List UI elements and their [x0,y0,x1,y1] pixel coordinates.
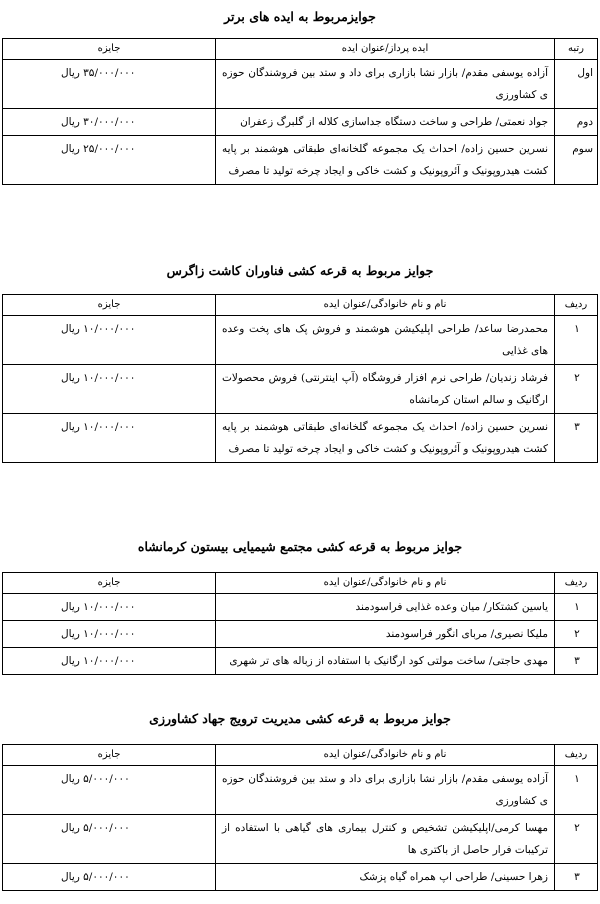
table-row [3,60,598,109]
header-prize: جایزه [3,295,216,316]
table-row [3,316,598,365]
awards-table [2,38,598,185]
rank-cell: دوم [555,109,598,136]
section-title: جوایز مربوط به قرعه کشی مجتمع شیمیایی بیستون کرمانشاه [137,539,463,554]
section-top-ideas [2,6,598,185]
rank-cell: ۳ [555,648,598,675]
prize-cell [3,136,216,185]
idea-cell: آزاده یوسفی مقدم/ بازار نشا بازاری برای داد و ستد بین فروشندگان حوزه ی کشاورزی [216,766,555,815]
rank-cell: سوم [555,136,598,185]
prize-value: ۱۰/۰۰۰/۰۰۰ ریال [61,372,136,384]
table-row [3,621,598,648]
prize-cell [3,60,216,109]
rank-cell: ۳ [555,414,598,463]
header-rank: ردیف [555,295,598,316]
rank-cell: ۱ [555,594,598,621]
rank-cell: ۲ [555,815,598,864]
table-row [3,109,598,136]
header-idea: ایده پرداز/عنوان ایده [216,39,555,60]
header-idea: نام و نام خانوادگی/عنوان ایده [216,745,555,766]
prize-value: ۱۰/۰۰۰/۰۰۰ ریال [61,601,136,613]
rank-cell: ۳ [555,864,598,891]
awards-table [2,572,598,675]
table-row [3,864,598,891]
section-title: جوایزمربوط به ایده های برتر [224,9,376,24]
table-row [3,766,598,815]
prize-value: ۵/۰۰۰/۰۰۰ ریال [61,822,130,834]
header-idea: نام و نام خانوادگی/عنوان ایده [216,573,555,594]
idea-cell: یاسین کشتکار/ میان وعده غذایی فراسودمند [216,594,555,621]
idea-cell: محمدرضا ساعد/ طراحی اپلیکیشن هوشمند و فروش پک های پخت وعده های غذایی [216,316,555,365]
idea-cell: فرشاد زندیان/ طراحی نرم افزار فروشگاه (آپ اینترنتی) فروش محصولات ارگانیک و سالم استان کرمانشاه [216,365,555,414]
prize-value: ۳۵/۰۰۰/۰۰۰ ریال [61,67,136,79]
idea-cell: مهدی حاجتی/ ساخت مولتی کود ارگانیک با استفاده از زباله های تر شهری [216,648,555,675]
awards-table [2,744,598,891]
prize-value: ۳۰/۰۰۰/۰۰۰ ریال [61,116,136,128]
table-row [3,594,598,621]
prize-cell [3,815,216,864]
table-header-row [3,39,598,60]
header-rank: ردیف [555,745,598,766]
prize-value: ۵/۰۰۰/۰۰۰ ریال [61,773,130,785]
prize-cell [3,316,216,365]
table-row [3,365,598,414]
rank-cell: اول [555,60,598,109]
awards-table [2,294,598,463]
idea-cell: نسرین حسین زاده/ احداث یک مجموعه گلخانه‌ای طبقاتی هوشمند بر پایه کشت هیدروپونیک و آئروپونیک و کشت خاکی و ایجاد چرخه تولید تا مصرف [216,414,555,463]
prize-cell [3,766,216,815]
prize-value: ۱۰/۰۰۰/۰۰۰ ریال [61,628,136,640]
table-row [3,815,598,864]
table-row [3,648,598,675]
rank-cell: ۱ [555,766,598,815]
prize-cell [3,621,216,648]
table-row [3,136,598,185]
header-rank: ردیف [555,573,598,594]
prize-cell [3,648,216,675]
rank-cell: ۲ [555,365,598,414]
header-rank: رتبه [555,39,598,60]
prize-cell [3,109,216,136]
prize-value: ۱۰/۰۰۰/۰۰۰ ریال [61,421,136,433]
section-zagros-lottery [2,260,598,463]
idea-cell: آزاده یوسفی مقدم/ بازار نشا بازاری برای داد و ستد بین فروشندگان حوزه ی کشاورزی [216,60,555,109]
rank-cell: ۲ [555,621,598,648]
header-prize: جایزه [3,573,216,594]
idea-cell: مهسا کرمی/اپلیکیشن تشخیص و کنترل بیماری های گیاهی با استفاده از ترکیبات فرار حاصل از باکتری ها [216,815,555,864]
prize-cell [3,864,216,891]
prize-value: ۲۵/۰۰۰/۰۰۰ ریال [61,143,136,155]
section-jihad-lottery [2,708,598,891]
prize-cell [3,365,216,414]
idea-cell: ملیکا نصیری/ مربای انگور فراسودمند [216,621,555,648]
table-header-row [3,573,598,594]
section-title: جوایز مربوط به قرعه کشی فناوران کاشت زاگرس [166,263,434,278]
prize-value: ۱۰/۰۰۰/۰۰۰ ریال [61,655,136,667]
rank-cell: ۱ [555,316,598,365]
table-row [3,414,598,463]
table-header-row [3,745,598,766]
idea-cell: زهرا حسینی/ طراحی اپ همراه گیاه پزشک [216,864,555,891]
header-idea: نام و نام خانوادگی/عنوان ایده [216,295,555,316]
header-prize: جایزه [3,39,216,60]
section-bisotoun-lottery [2,536,598,675]
idea-cell: نسرین حسین زاده/ احداث یک مجموعه گلخانه‌ای طبقاتی هوشمند بر پایه کشت هیدروپونیک و آئروپونیک و کشت خاکی و ایجاد چرخه تولید تا مصرف [216,136,555,185]
header-prize: جایزه [3,745,216,766]
section-title: جوایز مربوط به قرعه کشی مدیریت ترویج جهاد کشاورزی [149,711,451,726]
idea-cell: جواد نعمتی/ طراحی و ساخت دستگاه جداسازی کلاله از گلبرگ زعفران [216,109,555,136]
prize-value: ۱۰/۰۰۰/۰۰۰ ریال [61,323,136,335]
prize-value: ۵/۰۰۰/۰۰۰ ریال [61,871,130,883]
prize-cell [3,594,216,621]
prize-cell [3,414,216,463]
table-header-row [3,295,598,316]
